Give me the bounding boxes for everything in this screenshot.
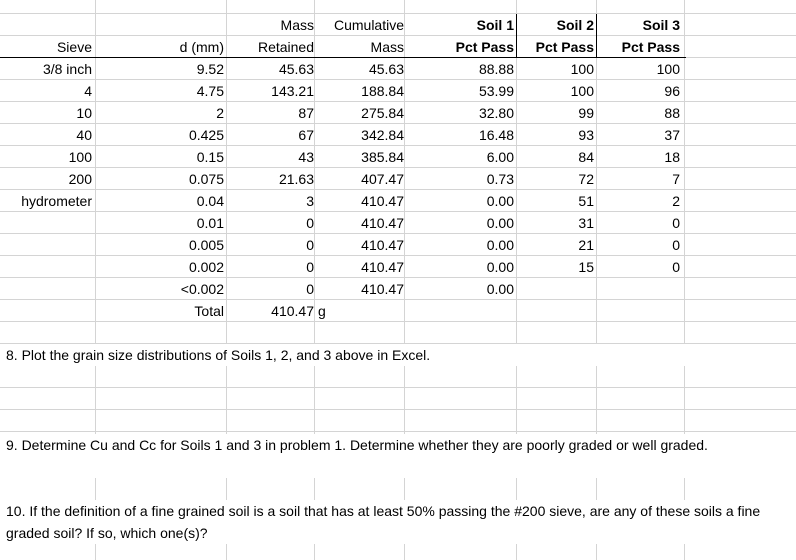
total-unit[interactable]: g bbox=[318, 303, 326, 319]
soil1-cell[interactable]: 0.00 bbox=[486, 281, 514, 297]
cumulative-cell[interactable]: 45.63 bbox=[368, 61, 404, 77]
header-soil1-pctpass[interactable]: Pct Pass bbox=[455, 39, 514, 55]
cumulative-cell[interactable]: 410.47 bbox=[361, 193, 404, 209]
d-cell[interactable]: 9.52 bbox=[196, 61, 224, 77]
soil3-cell[interactable]: 96 bbox=[664, 83, 680, 99]
cumulative-cell[interactable]: 407.47 bbox=[361, 171, 404, 187]
d-cell[interactable]: 0.002 bbox=[188, 259, 224, 275]
header-cumulative-label[interactable]: Cumulative bbox=[333, 17, 404, 33]
d-cell[interactable]: 2 bbox=[216, 105, 224, 121]
retained-cell[interactable]: 0 bbox=[306, 259, 314, 275]
soil1-cell[interactable]: 0.00 bbox=[486, 259, 514, 275]
header-d-label[interactable]: d (mm) bbox=[179, 39, 224, 55]
header-retained-label[interactable]: Retained bbox=[257, 39, 314, 55]
retained-cell[interactable]: 67 bbox=[298, 127, 314, 143]
sieve-cell[interactable]: 10 bbox=[76, 105, 92, 121]
d-cell[interactable]: <0.002 bbox=[180, 281, 224, 297]
question-9-text: 9. Determine Cu and Cc for Soils 1 and 3 in problem 1. Determine whether they are poorly graded or well graded. bbox=[6, 437, 708, 453]
d-cell[interactable]: 0.075 bbox=[188, 171, 224, 187]
soil1-cell[interactable]: 32.80 bbox=[478, 105, 514, 121]
soil2-cell[interactable]: 84 bbox=[578, 149, 594, 165]
soil1-cell[interactable]: 0.00 bbox=[486, 237, 514, 253]
soil1-cell[interactable]: 53.99 bbox=[478, 83, 514, 99]
retained-cell[interactable]: 43 bbox=[298, 149, 314, 165]
soil2-cell[interactable]: 31 bbox=[578, 215, 594, 231]
total-label[interactable]: Total bbox=[194, 303, 224, 319]
soil3-cell[interactable]: 100 bbox=[656, 61, 680, 77]
header-sieve-label[interactable]: Sieve bbox=[56, 39, 92, 55]
header-border-soil1 bbox=[516, 14, 517, 58]
soil2-cell[interactable]: 100 bbox=[570, 83, 594, 99]
header-mass2-label[interactable]: Mass bbox=[370, 39, 404, 55]
question-9-block[interactable] bbox=[0, 434, 796, 478]
question-10-text: 10. If the definition of a fine grained soil is a soil that has at least 50% passing the #200 sieve, are any of these soils a fine graded soil? If so, which one(s)? bbox=[6, 503, 761, 541]
soil2-cell[interactable]: 51 bbox=[578, 193, 594, 209]
retained-cell[interactable]: 3 bbox=[306, 193, 314, 209]
soil2-cell[interactable]: 99 bbox=[578, 105, 594, 121]
soil1-cell[interactable]: 88.88 bbox=[478, 61, 514, 77]
header-soil3-pctpass[interactable]: Pct Pass bbox=[621, 39, 680, 55]
soil1-cell[interactable]: 0.00 bbox=[486, 193, 514, 209]
soil3-cell[interactable]: 7 bbox=[672, 171, 680, 187]
soil2-cell[interactable]: 21 bbox=[578, 237, 594, 253]
cumulative-cell[interactable]: 410.47 bbox=[361, 237, 404, 253]
sieve-cell[interactable]: 100 bbox=[68, 149, 92, 165]
header-mass-label[interactable]: Mass bbox=[280, 17, 314, 33]
soil3-cell[interactable] bbox=[596, 278, 680, 300]
soil1-cell[interactable]: 16.48 bbox=[478, 127, 514, 143]
cumulative-cell[interactable]: 410.47 bbox=[361, 281, 404, 297]
retained-cell[interactable]: 0 bbox=[306, 237, 314, 253]
soil2-cell[interactable]: 72 bbox=[578, 171, 594, 187]
cumulative-cell[interactable]: 385.84 bbox=[361, 149, 404, 165]
cumulative-cell[interactable]: 275.84 bbox=[361, 105, 404, 121]
d-cell[interactable]: 0.04 bbox=[196, 193, 224, 209]
soil3-cell[interactable]: 0 bbox=[672, 237, 680, 253]
sieve-cell[interactable] bbox=[0, 278, 92, 300]
sieve-cell[interactable]: hydrometer bbox=[21, 193, 92, 209]
grid-hline bbox=[0, 387, 796, 388]
sieve-cell[interactable]: 40 bbox=[76, 127, 92, 143]
grid-hline bbox=[0, 431, 796, 432]
question-8-block[interactable] bbox=[0, 344, 796, 366]
header-border-soil2 bbox=[596, 14, 597, 58]
soil3-cell[interactable]: 2 bbox=[672, 193, 680, 209]
cumulative-cell[interactable]: 410.47 bbox=[361, 259, 404, 275]
soil1-cell[interactable]: 6.00 bbox=[486, 149, 514, 165]
d-cell[interactable]: 4.75 bbox=[196, 83, 224, 99]
soil1-cell[interactable]: 0.00 bbox=[486, 215, 514, 231]
header-soil1-label[interactable]: Soil 1 bbox=[476, 17, 514, 33]
d-cell[interactable]: 0.15 bbox=[196, 149, 224, 165]
d-cell[interactable]: 0.005 bbox=[188, 237, 224, 253]
soil3-cell[interactable]: 0 bbox=[672, 259, 680, 275]
soil3-cell[interactable]: 88 bbox=[664, 105, 680, 121]
soil2-cell[interactable] bbox=[516, 278, 594, 300]
d-cell[interactable]: 0.01 bbox=[196, 215, 224, 231]
soil3-cell[interactable]: 0 bbox=[672, 215, 680, 231]
grid-hline bbox=[0, 409, 796, 410]
retained-cell[interactable]: 87 bbox=[298, 105, 314, 121]
header-soil3-label[interactable]: Soil 3 bbox=[642, 17, 680, 33]
sieve-cell[interactable] bbox=[0, 234, 92, 256]
soil2-cell[interactable]: 100 bbox=[570, 61, 594, 77]
cumulative-cell[interactable]: 410.47 bbox=[361, 215, 404, 231]
sieve-cell[interactable] bbox=[0, 256, 92, 278]
soil3-cell[interactable]: 18 bbox=[664, 149, 680, 165]
retained-cell[interactable]: 0 bbox=[306, 281, 314, 297]
retained-cell[interactable]: 143.21 bbox=[271, 83, 314, 99]
d-cell[interactable]: 0.425 bbox=[188, 127, 224, 143]
retained-cell[interactable]: 45.63 bbox=[278, 61, 314, 77]
question-8-text: 8. Plot the grain size distributions of Soils 1, 2, and 3 above in Excel. bbox=[6, 347, 431, 363]
soil2-cell[interactable]: 15 bbox=[578, 259, 594, 275]
header-soil2-label[interactable]: Soil 2 bbox=[556, 17, 594, 33]
cumulative-cell[interactable]: 188.84 bbox=[361, 83, 404, 99]
soil3-cell[interactable]: 37 bbox=[664, 127, 680, 143]
sieve-cell[interactable]: 200 bbox=[68, 171, 92, 187]
soil2-cell[interactable]: 93 bbox=[578, 127, 594, 143]
sieve-cell[interactable]: 4 bbox=[84, 83, 92, 99]
retained-cell[interactable]: 21.63 bbox=[278, 171, 314, 187]
sieve-cell[interactable]: 3/8 inch bbox=[42, 61, 92, 77]
cumulative-cell[interactable]: 342.84 bbox=[361, 127, 404, 143]
sieve-cell[interactable] bbox=[0, 212, 92, 234]
question-10-block[interactable] bbox=[0, 500, 796, 544]
header-soil2-pctpass[interactable]: Pct Pass bbox=[535, 39, 594, 55]
soil1-cell[interactable]: 0.73 bbox=[486, 171, 514, 187]
total-value[interactable]: 410.47 bbox=[271, 303, 314, 319]
retained-cell[interactable]: 0 bbox=[306, 215, 314, 231]
